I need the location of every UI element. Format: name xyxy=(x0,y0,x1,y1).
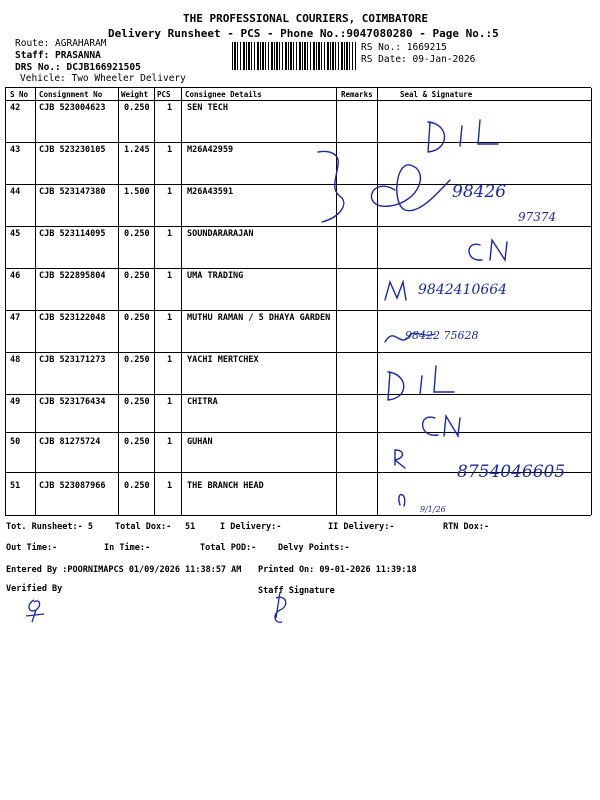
verifier-signature-icon xyxy=(20,596,60,626)
printed-on: Printed On: 09-01-2026 11:39:18 xyxy=(258,565,417,575)
drs-number: DRS No.: DCJB166921505 xyxy=(15,62,141,73)
sig-phone-4: 98422 75628 xyxy=(405,329,479,342)
row-weight: 0.250 xyxy=(124,229,150,239)
row-sno: 45 xyxy=(10,229,21,239)
row-pcs: 1 xyxy=(167,481,173,491)
company-title: THE PROFESSIONAL COURIERS, COIMBATORE xyxy=(183,12,429,25)
row-consignee: M26A43591 xyxy=(187,187,234,197)
row-sno: 49 xyxy=(10,397,21,407)
col-header-sno: S No xyxy=(10,90,29,99)
staff-signature-label: Staff Signature xyxy=(258,586,335,596)
runsheet-subtitle: Delivery Runsheet - PCS - Phone No.:9047080280 - Page No.:5 xyxy=(108,27,499,40)
entered-by: Entered By :POORNIMAPCS 01/09/2026 11:38:57 AM xyxy=(6,565,242,575)
table-top-border xyxy=(5,87,591,88)
row-pcs: 1 xyxy=(167,271,173,281)
col-header-signature: Seal & Signature xyxy=(400,90,473,99)
tot-runsheet: Tot. Runsheet:- 5 xyxy=(6,522,93,532)
col-divider xyxy=(35,88,36,515)
row-pcs: 1 xyxy=(167,145,173,155)
delvy-points: Delvy Points:- xyxy=(278,543,350,553)
rtn-dox: RTN Dox:- xyxy=(443,522,490,532)
rs-date: RS Date: 09-Jan-2026 xyxy=(361,54,476,65)
row-pcs: 1 xyxy=(167,103,173,113)
row-consignee: YACHI MERTCHEX xyxy=(187,355,259,365)
row-consignment: CJB 523147380 xyxy=(39,187,106,197)
row-consignee: THE BRANCH HEAD xyxy=(187,481,264,491)
row-sno: 42 xyxy=(10,103,21,113)
sig-date: 9/1/26 xyxy=(420,505,446,514)
row-pcs: 1 xyxy=(167,187,173,197)
row-weight: 0.250 xyxy=(124,271,150,281)
row-pcs: 1 xyxy=(167,229,173,239)
row-sno: 46 xyxy=(10,271,21,281)
sig-loop-mark xyxy=(371,165,450,211)
col-header-consignee: Consignee Details xyxy=(185,90,262,99)
col-header-remarks: Remarks xyxy=(341,90,373,99)
row-sno: 47 xyxy=(10,313,21,323)
route: Route: AGRAHARAM xyxy=(15,38,107,49)
rs-number: RS No.: 1669215 xyxy=(361,42,447,53)
sig-phone-3: 9842410664 xyxy=(418,282,508,298)
row-weight: 0.250 xyxy=(124,355,150,365)
row-sno: 50 xyxy=(10,437,21,447)
col-divider xyxy=(181,88,182,515)
row-consignee: M26A42959 xyxy=(187,145,234,155)
col-divider xyxy=(5,88,6,515)
header-divider xyxy=(5,100,591,101)
col-divider xyxy=(154,88,155,515)
row-sno: 43 xyxy=(10,145,21,155)
row-pcs: 1 xyxy=(167,313,173,323)
i-delivery: I Delivery:- xyxy=(220,522,282,532)
staff: Staff: PRASANNA xyxy=(15,50,101,61)
row-consignee: GUHAN xyxy=(187,437,213,447)
row-consignment: CJB 523171273 xyxy=(39,355,106,365)
sig-phone-2: 97374 xyxy=(518,210,557,224)
row-consignee: SOUNDARARAJAN xyxy=(187,229,254,239)
row-consignment: CJB 523176434 xyxy=(39,397,106,407)
col-divider xyxy=(118,88,119,515)
row-consignee: MUTHU RAMAN / 5 DHAYA GARDEN xyxy=(187,313,331,323)
sig-dil-mark xyxy=(428,122,445,152)
sig-phone-5: 8754046605 xyxy=(457,462,566,482)
row-consignment: CJB 523122048 xyxy=(39,313,106,323)
row-pcs: 1 xyxy=(167,397,173,407)
row-consignee: CHITRA xyxy=(187,397,218,407)
row-consignee: UMA TRADING xyxy=(187,271,244,281)
row-weight: 0.250 xyxy=(124,481,150,491)
bracket-mark xyxy=(318,152,344,222)
staff-signature-icon xyxy=(262,588,302,628)
total-dox-value: 51 xyxy=(185,522,196,532)
total-pod: Total POD:- xyxy=(200,543,257,553)
verified-by: Verified By xyxy=(6,584,63,594)
row-weight: 1.245 xyxy=(124,145,150,155)
row-weight: 0.250 xyxy=(124,437,150,447)
out-time: Out Time:- xyxy=(6,543,58,553)
row-sno: 48 xyxy=(10,355,21,365)
row-consignment: CJB 523004623 xyxy=(39,103,106,113)
barcode-image xyxy=(232,42,356,70)
row-consignment: CJB 523230105 xyxy=(39,145,106,155)
row-weight: 0.250 xyxy=(124,313,150,323)
col-header-weight: Weight xyxy=(121,90,149,99)
row-weight: 0.250 xyxy=(124,103,150,113)
row-sno: 44 xyxy=(10,187,21,197)
row-consignment: CJB 522895804 xyxy=(39,271,106,281)
sig-phone-1: 98426 xyxy=(452,182,507,202)
row-weight: 0.250 xyxy=(124,397,150,407)
row-weight: 1.500 xyxy=(124,187,150,197)
row-consignee: SEN TECH xyxy=(187,103,228,113)
vehicle: Vehicle: Two Wheeler Delivery xyxy=(20,73,186,84)
row-consignment: CJB 81275724 xyxy=(39,437,101,447)
row-pcs: 1 xyxy=(167,437,173,447)
total-dox-label: Total Dox:- xyxy=(115,522,172,532)
row-consignment: CJB 523087966 xyxy=(39,481,106,491)
col-header-consignment: Consignment No xyxy=(39,90,103,99)
col-header-pcs: PCS xyxy=(157,90,171,99)
in-time: In Time:- xyxy=(104,543,151,553)
row-pcs: 1 xyxy=(167,355,173,365)
row-sno: 51 xyxy=(10,481,21,491)
row-consignment: CJB 523114095 xyxy=(39,229,106,239)
ii-delivery: II Delivery:- xyxy=(328,522,395,532)
